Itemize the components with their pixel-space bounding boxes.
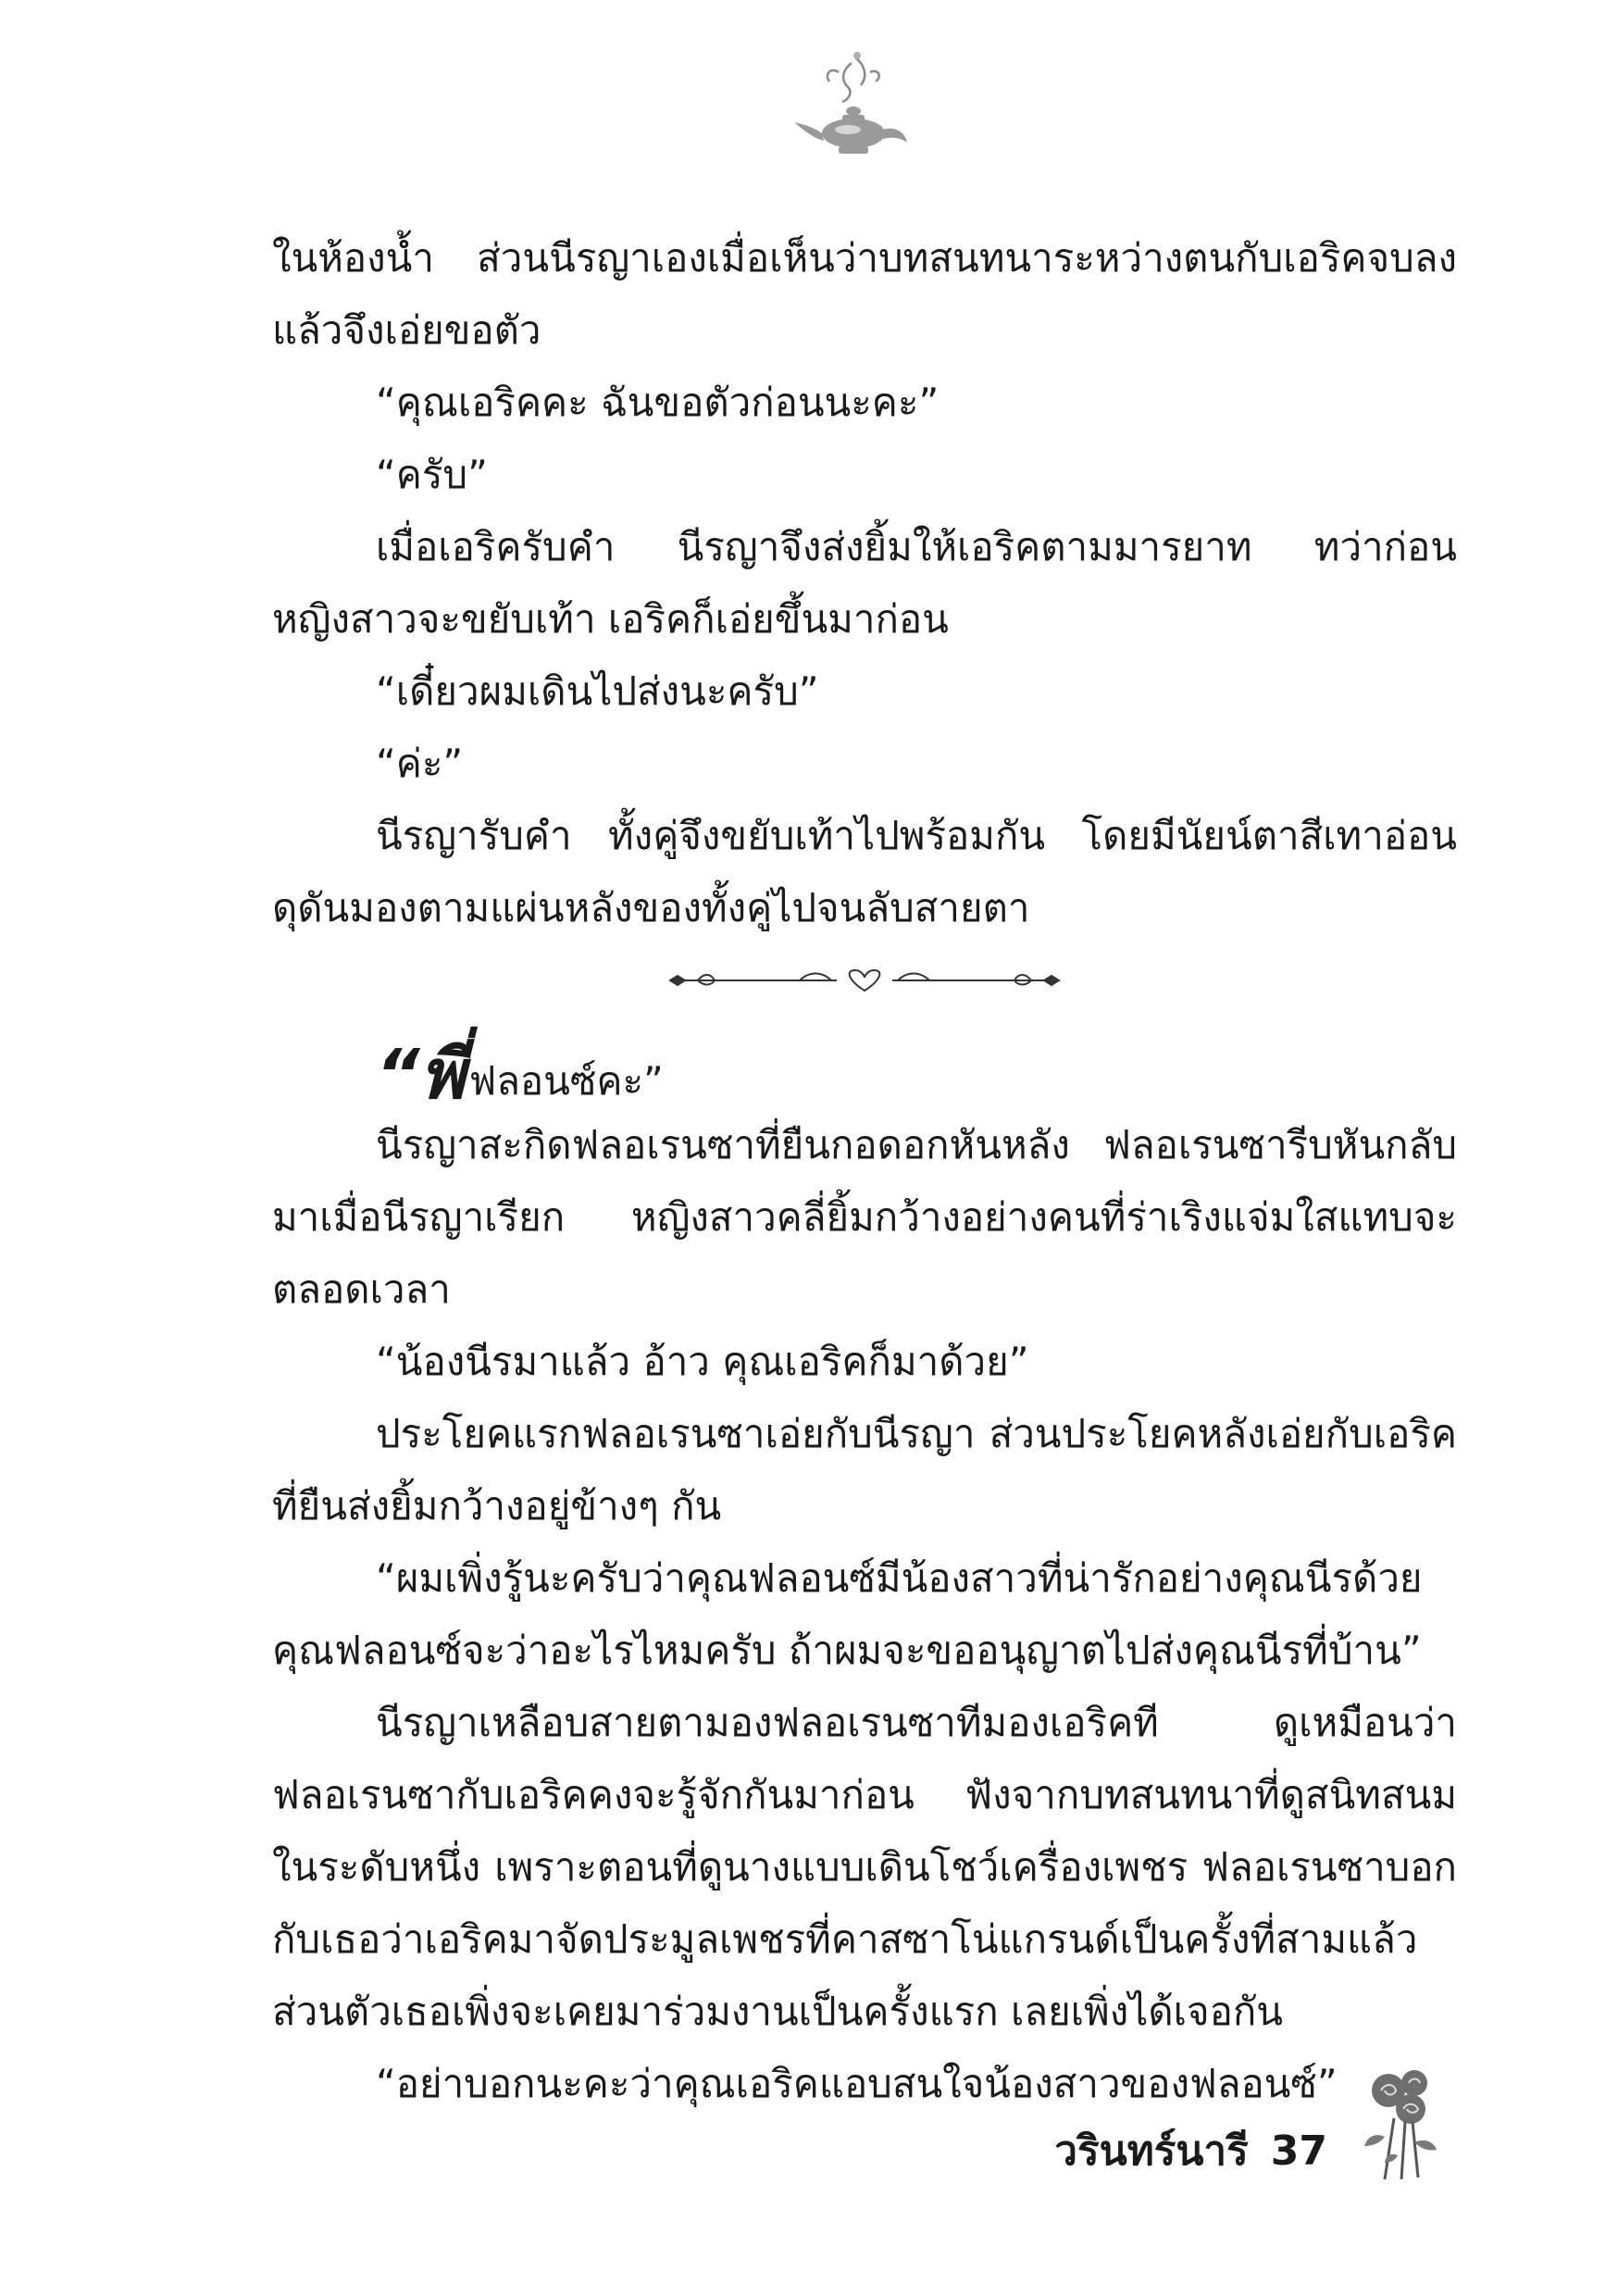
rose-bouquet-icon: [1357, 2063, 1446, 2183]
text-line: ดุดันมองตามแผ่นหลังของทั้งคู่ไปจนลับสายตา: [272, 885, 1030, 930]
paragraph: [272, 655, 1457, 728]
text-line: หญิงสาวจะขยับเท้า เอริคก็เอ่ยขึ้นมาก่อน: [272, 596, 949, 642]
paragraph: [272, 367, 1457, 439]
paragraph: [272, 1398, 1457, 1542]
text-line: นีรญาเหลือบสายตามองฟลอเรนซาทีมองเอริคที ดูเหมือนว่า: [376, 1700, 1457, 1745]
paragraph: [272, 1687, 1457, 2048]
text-line: แล้วจึงเอ่ยขอตัว: [272, 307, 541, 353]
text-line: “อย่าบอกนะคะว่าคุณเอริคแอบสนใจน้องสาวของฟลอนซ์”: [376, 2061, 1338, 2106]
text-line: นีรญารับคำ ทั้งคู่จึงขยับเท้าไปพร้อมกัน โดยมีนัยน์ตาสีเทาอ่อน: [376, 813, 1457, 858]
text-line: กับเธอว่าเอริคมาจัดประมูลเพชรที่คาสซาโน่แกรนด์เป็นครั้งที่สามแล้ว: [272, 1916, 1418, 1962]
text-line: ในห้องน้ำ ส่วนนีรญาเองเมื่อเห็นว่าบทสนทนาระหว่างตนกับเอริคจบลง: [272, 235, 1457, 281]
paragraph: [272, 800, 1457, 944]
genie-lamp-icon: [787, 44, 916, 174]
paragraph-group-top: [272, 222, 1457, 944]
text-line: ฟลอเรนซากับเอริคคงจะรู้จักกันมาก่อน ฟังจากบทสนทนาที่ดูสนิทสนม: [272, 1772, 1457, 1817]
text-line: ตลอดเวลา: [272, 1267, 451, 1312]
text-line: “ค่ะ”: [376, 741, 464, 786]
text-line: “ผมเพิ่งรู้นะครับว่าคุณฟลอนซ์มีน้องสาวที่น่ารักอย่างคุณนีรด้วย: [376, 1555, 1423, 1601]
text-line: เมื่อเอริครับคำ นีรญาจึงส่งยิ้มให้เอริคตามมารยาท ทว่าก่อน: [376, 524, 1457, 569]
text-line: “ครับ”: [376, 452, 488, 497]
page-number: 37: [1270, 2127, 1327, 2175]
paragraph: [272, 1326, 1457, 1398]
paragraph-group-bottom: [272, 1109, 1457, 2120]
text-line: คุณฟลอนซ์จะว่าอะไรไหมครับ ถ้าผมจะขออนุญาตไปส่งคุณนีรที่บ้าน”: [272, 1628, 1422, 1673]
text-line: ส่วนตัวเธอเพิ่งจะเคยมาร่วมงานเป็นครั้งแรก เลยเพิ่งได้เจอกัน: [272, 1989, 1283, 2034]
paragraph: [272, 728, 1457, 800]
paragraph: [272, 511, 1457, 655]
text-line: “เดี๋ยวผมเดินไปส่งนะครับ”: [376, 668, 819, 714]
text-line: ในระดับหนึ่ง เพราะตอนที่ดูนางแบบเดินโชว์เครื่องเพชร ฟลอเรนซาบอก: [272, 1844, 1457, 1890]
book-title: วรินทร์นารี: [1054, 2128, 1249, 2175]
text-line: ที่ยืนส่งยิ้มกว้างอยู่ข้างๆ กัน: [272, 1483, 722, 1529]
paragraph: [272, 1109, 1457, 1326]
body-text: [272, 222, 1457, 2120]
text-line: “น้องนีรมาแล้ว อ้าว คุณเอริคก็มาด้วย”: [376, 1339, 1029, 1384]
chapter-opening-line: [272, 1017, 1457, 1115]
drop-cap: “พี่: [376, 1035, 466, 1115]
paragraph: [272, 439, 1457, 511]
section-divider: [272, 944, 1457, 1017]
text-line: นีรญาสะกิดฟลอเรนซาที่ยืนกอดอกหันหลัง ฟลอเรนซารีบหันกลับ: [376, 1122, 1457, 1167]
text-line: ประโยคแรกฟลอเรนซาเอ่ยกับนีรญา ส่วนประโยคหลังเอ่ยกับเอริค: [376, 1411, 1457, 1456]
heart-flourish-divider-icon: [661, 967, 1068, 994]
text-line: “คุณเอริคคะ ฉันขอตัวก่อนนะคะ”: [376, 380, 940, 425]
drop-cap-rest: ฟลอนซ์คะ”: [468, 1058, 664, 1104]
paragraph: [272, 1542, 1457, 1687]
paragraph: [272, 222, 1457, 367]
text-line: มาเมื่อนีรญาเรียก หญิงสาวคลี่ยิ้มกว้างอย่างคนที่ร่าเริงแจ่มใสแทบจะ: [272, 1194, 1457, 1240]
